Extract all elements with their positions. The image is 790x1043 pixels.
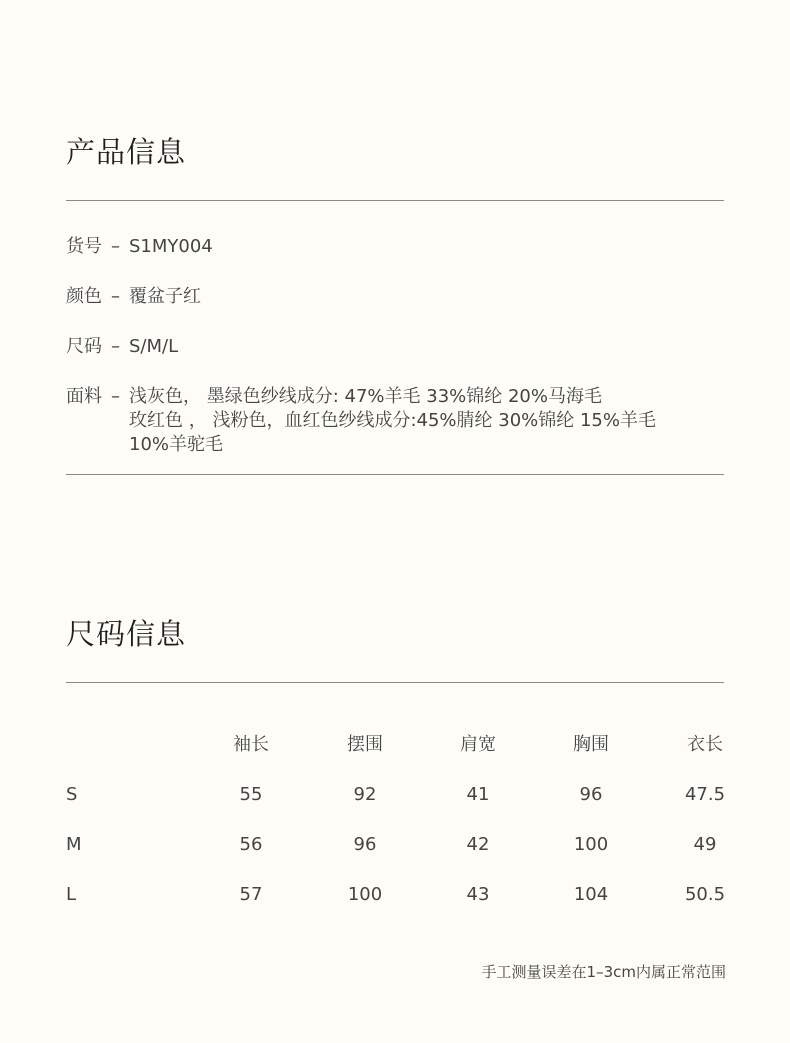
column-header: 袖长 <box>233 734 269 755</box>
table-cell: 49 <box>693 834 717 855</box>
color-label: 颜色 <box>66 286 102 307</box>
table-cell: 41 <box>466 784 490 805</box>
item-number-label: 货号 <box>66 236 102 257</box>
info-row-item-number <box>66 235 213 259</box>
table-cell: 55 <box>239 784 263 805</box>
table-row <box>66 828 726 878</box>
info-row-color <box>66 285 201 309</box>
material-line: 10%羊驼毛 <box>129 434 224 455</box>
table-cell: 42 <box>466 834 490 855</box>
size-table-header <box>66 728 726 778</box>
material-line: 玫红色 ， 浅粉色，血红色纱线成分:45%腈纶 30%锦纶 15%羊毛 <box>129 410 656 431</box>
table-cell: 96 <box>579 784 603 805</box>
separator: – <box>111 336 120 357</box>
material-label: 面料 <box>66 386 102 407</box>
size-info-title: 尺码信息 <box>66 617 187 651</box>
table-cell: 92 <box>353 784 377 805</box>
separator: – <box>111 386 120 407</box>
separator: – <box>111 286 120 307</box>
table-row <box>66 778 726 828</box>
size-info-divider <box>66 682 724 683</box>
column-header: 胸围 <box>573 734 609 755</box>
table-cell: 56 <box>239 834 263 855</box>
item-number-value: S1MY004 <box>129 236 213 257</box>
product-info-bottom-divider <box>66 474 724 475</box>
color-value: 覆盆子红 <box>129 286 201 307</box>
separator: – <box>111 236 120 257</box>
column-header: 摆围 <box>347 734 383 755</box>
size-name: L <box>66 884 77 905</box>
size-table <box>66 728 726 928</box>
table-cell: 104 <box>573 884 609 905</box>
size-name: S <box>66 784 78 805</box>
column-header: 衣长 <box>687 734 723 755</box>
table-cell: 43 <box>466 884 490 905</box>
material-line: 浅灰色， 墨绿色纱线成分: 47%羊毛 33%锦纶 20%马海毛 <box>129 386 602 407</box>
info-row-size <box>66 335 178 359</box>
product-info-top-divider <box>66 200 724 201</box>
table-cell: 96 <box>353 834 377 855</box>
table-cell: 100 <box>347 884 383 905</box>
size-name: M <box>66 834 82 855</box>
table-cell: 47.5 <box>684 784 726 805</box>
size-value: S/M/L <box>129 336 179 357</box>
table-row <box>66 878 726 928</box>
table-cell: 100 <box>573 834 609 855</box>
product-info-title: 产品信息 <box>66 135 187 169</box>
info-row-material <box>66 385 656 457</box>
size-label: 尺码 <box>66 336 102 357</box>
material-lines <box>129 385 656 457</box>
table-cell: 57 <box>239 884 263 905</box>
column-header: 肩宽 <box>460 734 496 755</box>
table-cell: 50.5 <box>684 884 726 905</box>
measurement-note: 手工测量误差在1–3cm内属正常范围 <box>481 963 726 981</box>
